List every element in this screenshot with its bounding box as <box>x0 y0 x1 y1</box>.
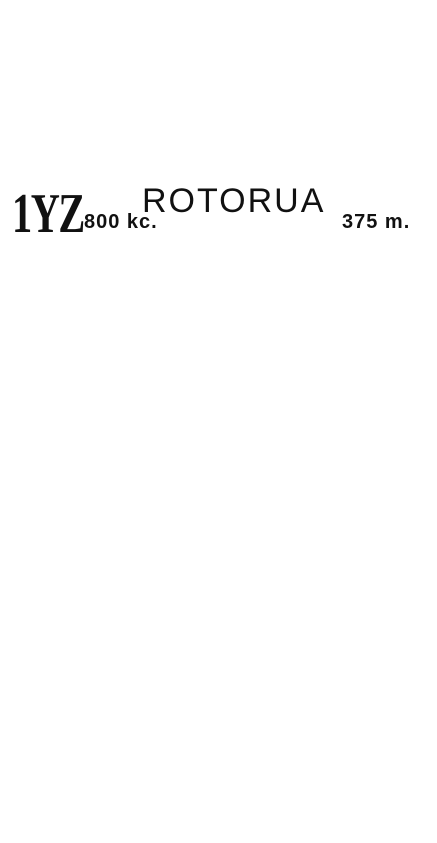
station-callsign: 1YZ <box>12 183 84 245</box>
station-name: ROTORUA <box>142 182 326 220</box>
station-frequency: 800 kc. <box>84 211 158 233</box>
station-wavelength: 375 m. <box>342 211 411 233</box>
station-header <box>0 182 437 250</box>
